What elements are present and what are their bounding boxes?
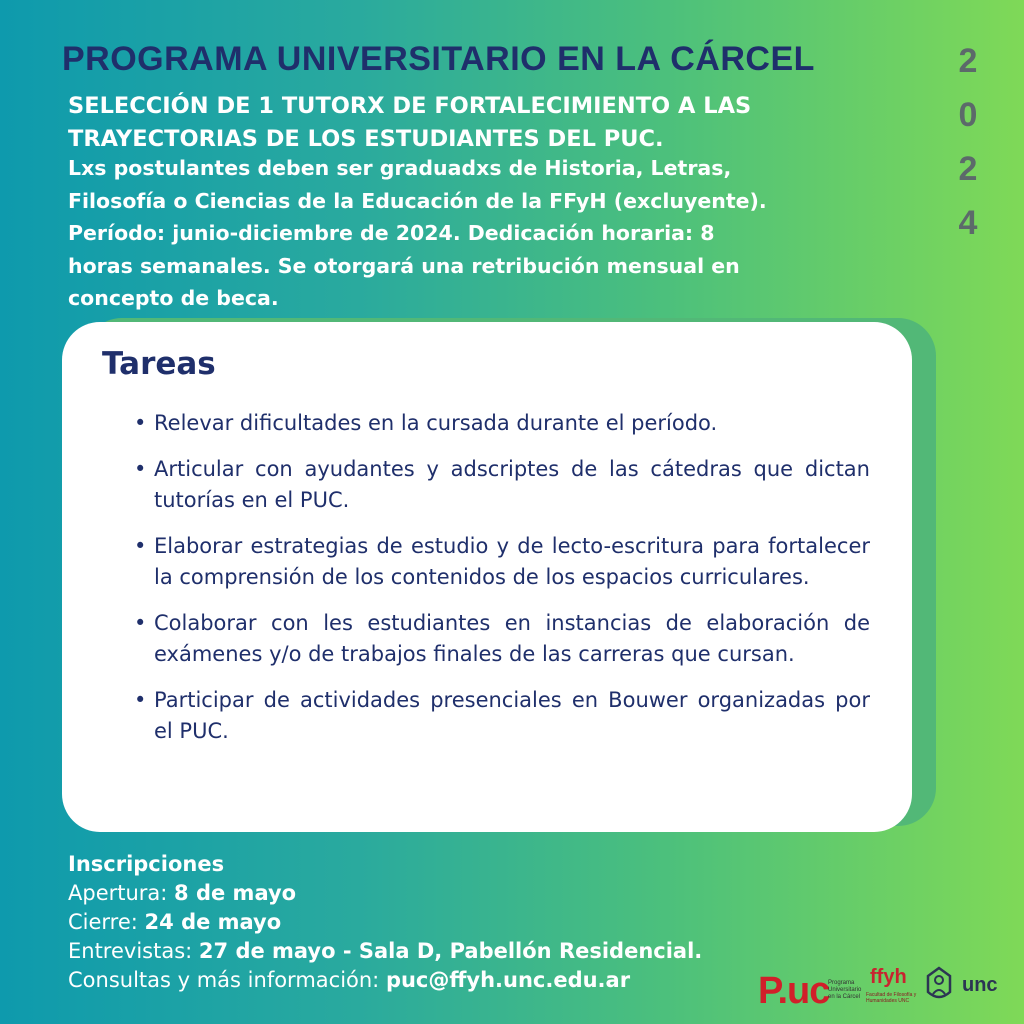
intro-line: concepto de beca. (68, 286, 279, 310)
closing-line (68, 908, 788, 937)
requirements-text (68, 152, 898, 315)
closing-date: 24 de mayo (144, 910, 282, 934)
list-item (134, 454, 870, 516)
year-digit: 2 (958, 150, 978, 188)
list-item (134, 408, 870, 439)
task-text: Elaborar estrategias de estudio y de lecto-escritura para fortalecer la comprensión de los contenidos de los espacios curriculares. (154, 534, 870, 589)
bullet-icon: • (134, 457, 147, 481)
task-text: Colaborar con les estudiantes en instancias de elaboración de exámenes y/o de trabajos finales de las carreras que cursan. (154, 611, 870, 666)
intro-line: Lxs postulantes deben ser graduadxs de Historia, Letras, (68, 156, 732, 180)
closing-label: Cierre: (68, 910, 145, 934)
task-text: Articular con ayudantes y adscriptes de las cátedras que dictan tutorías en el PUC. (154, 457, 870, 512)
list-item (134, 685, 870, 747)
contact-label: Consultas y más información: (68, 968, 386, 992)
selection-subtitle (68, 90, 868, 156)
tasks-list (134, 408, 870, 762)
tasks-card (62, 322, 912, 832)
registration-info (68, 850, 788, 995)
task-text: Participar de actividades presenciales en Bouwer organizadas por el PUC. (154, 688, 870, 743)
year-digit: 4 (958, 204, 978, 242)
contact-email[interactable]: puc@ffyh.unc.edu.ar (385, 968, 631, 992)
bullet-icon: • (134, 688, 147, 712)
ffyh-logo-text: Facultad de Filosofía y Humanidades UNC (866, 992, 917, 1004)
interviews-value: 27 de mayo - Sala D, Pabellón Residencial. (198, 939, 703, 963)
unc-logo: unc (962, 974, 998, 996)
year-vertical (952, 42, 984, 258)
opening-label: Apertura: (68, 881, 175, 905)
registration-heading: Inscripciones (68, 852, 225, 876)
intro-line: Filosofía o Ciencias de la Educación de la FFyH (excluyente). (68, 188, 767, 213)
opening-date: 8 de mayo (174, 881, 297, 905)
interviews-line (68, 937, 788, 966)
bullet-icon: • (134, 611, 147, 635)
subtitle-line: TRAYECTORIAS DE LOS ESTUDIANTES DEL PUC. (68, 126, 664, 152)
contact-line (68, 966, 788, 995)
unc-seal-icon (924, 966, 954, 1008)
list-item (134, 608, 870, 670)
puc-logo: P.uc (758, 970, 830, 1012)
institution-logos (758, 962, 1008, 1012)
list-item (134, 531, 870, 593)
subtitle-line: SELECCIÓN DE 1 TUTORX DE FORTALECIMIENTO A LAS (68, 93, 752, 119)
intro-line: Período: junio-diciembre de 2024. Dedicación horaria: 8 (68, 221, 715, 245)
year-digit: 0 (958, 96, 978, 134)
year-digit: 2 (958, 42, 978, 80)
opening-line (68, 879, 788, 908)
task-text: Relevar dificultades en la cursada durante el período. (154, 411, 718, 435)
program-title: PROGRAMA UNIVERSITARIO EN LA CÁRCEL (62, 40, 815, 78)
intro-line: horas semanales. Se otorgará una retribución mensual en (68, 253, 740, 278)
puc-logo-text: Programa Universitario en la Cárcel (828, 980, 862, 1000)
interviews-label: Entrevistas: (68, 939, 199, 963)
bullet-icon: • (134, 534, 147, 558)
tasks-title: Tareas (102, 346, 216, 382)
bullet-icon: • (134, 411, 147, 435)
ffyh-logo: ffyh (870, 966, 907, 988)
